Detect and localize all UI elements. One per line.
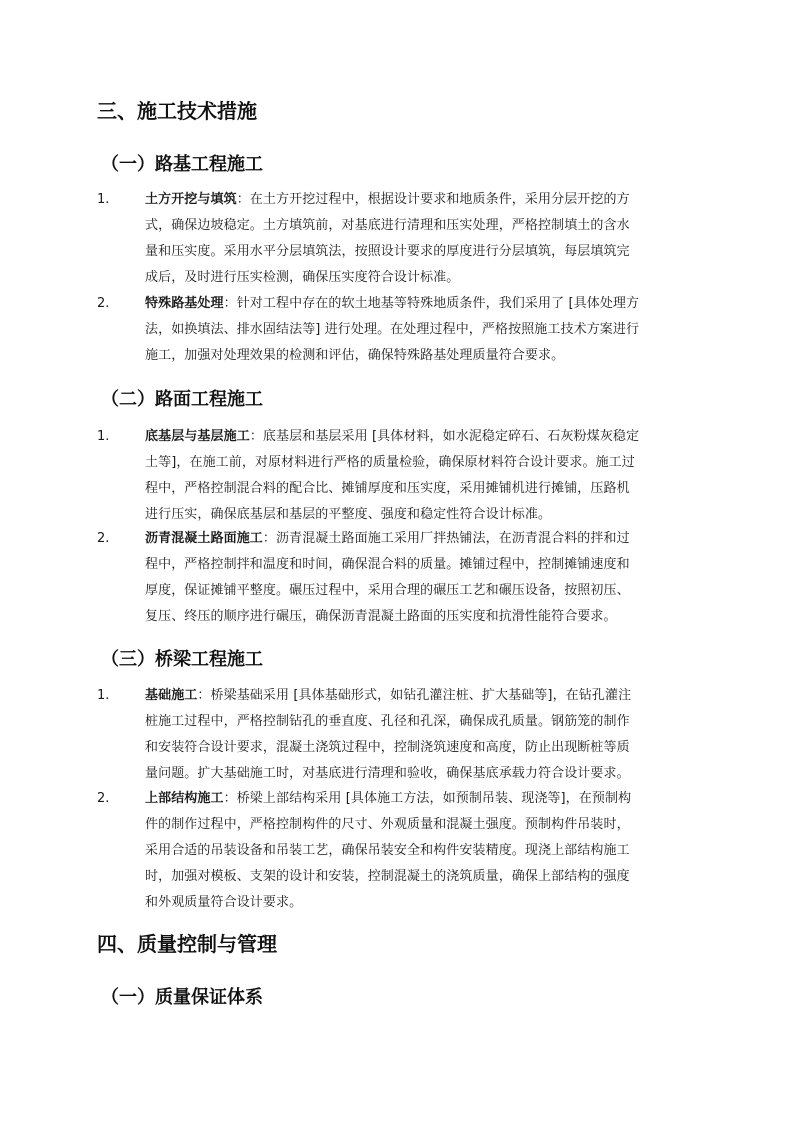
section-heading: 四、质量控制与管理 <box>97 932 277 956</box>
list-number: 2. <box>97 531 110 546</box>
list-number: 2. <box>97 296 110 311</box>
paragraph-line: 采用合适的吊装设备和吊装工艺，确保吊装安全和构件安装精度。现浇上部结构施工 <box>145 843 630 858</box>
line-text: ：桥梁基础采用 [具体基础形式，如钻孔灌注桩、扩大基础等]，在钻孔灌注 <box>197 688 632 703</box>
paragraph-line: 程中，严格控制混合料的配合比、摊铺厚度和压实度，采用摊铺机进行摊铺，压路机 <box>145 481 630 496</box>
subsection-heading: （三）桥梁工程施工 <box>101 649 263 670</box>
list-number: 1. <box>97 688 110 703</box>
paragraph <box>145 683 703 787</box>
list-number: 2. <box>97 791 110 806</box>
paragraph-line <box>145 786 703 812</box>
list-item <box>97 786 707 916</box>
list-number: 1. <box>97 192 110 207</box>
paragraph-line: 进行压实，确保底基层和基层的平整度、强度和稳定性符合设计标准。 <box>145 507 552 522</box>
paragraph-line: 施工，加强对处理效果的检测和评估，确保特殊路基处理质量符合要求。 <box>145 348 565 363</box>
line-text: ：针对工程中存在的软土地基等特殊地质条件，我们采用了 [具体处理方 <box>223 296 640 311</box>
paragraph-line <box>145 187 703 213</box>
subsection-heading: （一）质量保证体系 <box>101 987 263 1008</box>
list-number: 1. <box>97 429 110 444</box>
subsection-heading: （二）路面工程施工 <box>101 389 263 410</box>
paragraph <box>145 786 703 916</box>
paragraph <box>145 526 703 630</box>
list-item <box>97 291 707 369</box>
item-lead: 基础施工 <box>145 688 198 703</box>
line-text: ：桥梁上部结构采用 [具体施工方法，如预制吊装、现浇等]，在预制构 <box>223 791 632 806</box>
paragraph-line: 厚度，保证摊铺平整度。碾压过程中，采用合理的碾压工艺和碾压设备，按照初压、 <box>145 583 630 598</box>
paragraph-line: 和安装符合设计要求，混凝土浇筑过程中，控制浇筑速度和高度，防止出现断桩等质 <box>145 740 630 755</box>
item-lead: 沥青混凝土路面施工 <box>145 531 263 546</box>
paragraph <box>145 291 703 369</box>
line-text: ：在土方开挖过程中，根据设计要求和地质条件，采用分层开挖的方 <box>236 192 630 207</box>
subsection-heading: （一）路基工程施工 <box>101 154 263 175</box>
paragraph-line: 桩施工过程中，严格控制钻孔的垂直度、孔径和孔深，确保成孔质量。钢筋笼的制作 <box>145 714 630 729</box>
paragraph-line <box>145 291 703 317</box>
paragraph-line: 式，确保边坡稳定。土方填筑前，对基底进行清理和压实处理，严格控制填土的含水 <box>145 218 630 233</box>
item-lead: 底基层与基层施工 <box>145 429 250 444</box>
paragraph-line: 和外观质量符合设计要求。 <box>145 895 303 910</box>
section-heading: 三、施工技术措施 <box>97 99 257 123</box>
paragraph-line: 量问题。扩大基础施工时，对基底进行清理和验收，确保基底承载力符合设计要求。 <box>145 766 630 781</box>
paragraph <box>145 424 703 528</box>
paragraph-line <box>145 526 703 552</box>
paragraph-line <box>145 424 703 450</box>
item-lead: 特殊路基处理 <box>145 296 224 311</box>
line-text: ：底基层和基层采用 [具体材料，如水泥稳定碎石、石灰粉煤灰稳定 <box>249 429 640 444</box>
list-item <box>97 424 707 528</box>
list-item <box>97 683 707 787</box>
list-item <box>97 526 707 630</box>
paragraph-line: 程中，严格控制拌和温度和时间，确保混合料的质量。摊铺过程中，控制摊铺速度和 <box>145 557 630 572</box>
item-lead: 土方开挖与填筑 <box>145 192 237 207</box>
line-text: ：沥青混凝土路面施工采用厂拌热铺法，在沥青混合料的拌和过 <box>262 531 630 546</box>
paragraph-line: 复压、终压的顺序进行碾压，确保沥青混凝土路面的压实度和抗滑性能符合要求。 <box>145 609 617 624</box>
list-item <box>97 187 707 291</box>
paragraph-line: 法，如换填法、排水固结法等] 进行处理。在处理过程中，严格按照施工技术方案进行 <box>145 322 640 337</box>
item-lead: 上部结构施工 <box>145 791 224 806</box>
paragraph-line: 件的制作过程中，严格控制构件的尺寸、外观质量和混凝土强度。预制构件吊装时， <box>145 817 630 832</box>
paragraph <box>145 187 703 291</box>
paragraph-line: 时，加强对模板、支架的设计和安装，控制混凝土的浇筑质量，确保上部结构的强度 <box>145 869 630 884</box>
paragraph-line: 土等]，在施工前，对原材料进行严格的质量检验，确保原材料符合设计要求。施工过 <box>145 455 635 470</box>
paragraph-line: 量和压实度。采用水平分层填筑法，按照设计要求的厚度进行分层填筑，每层填筑完 <box>145 244 630 259</box>
paragraph-line: 成后，及时进行压实检测，确保压实度符合设计标准。 <box>145 270 460 285</box>
paragraph-line <box>145 683 703 709</box>
